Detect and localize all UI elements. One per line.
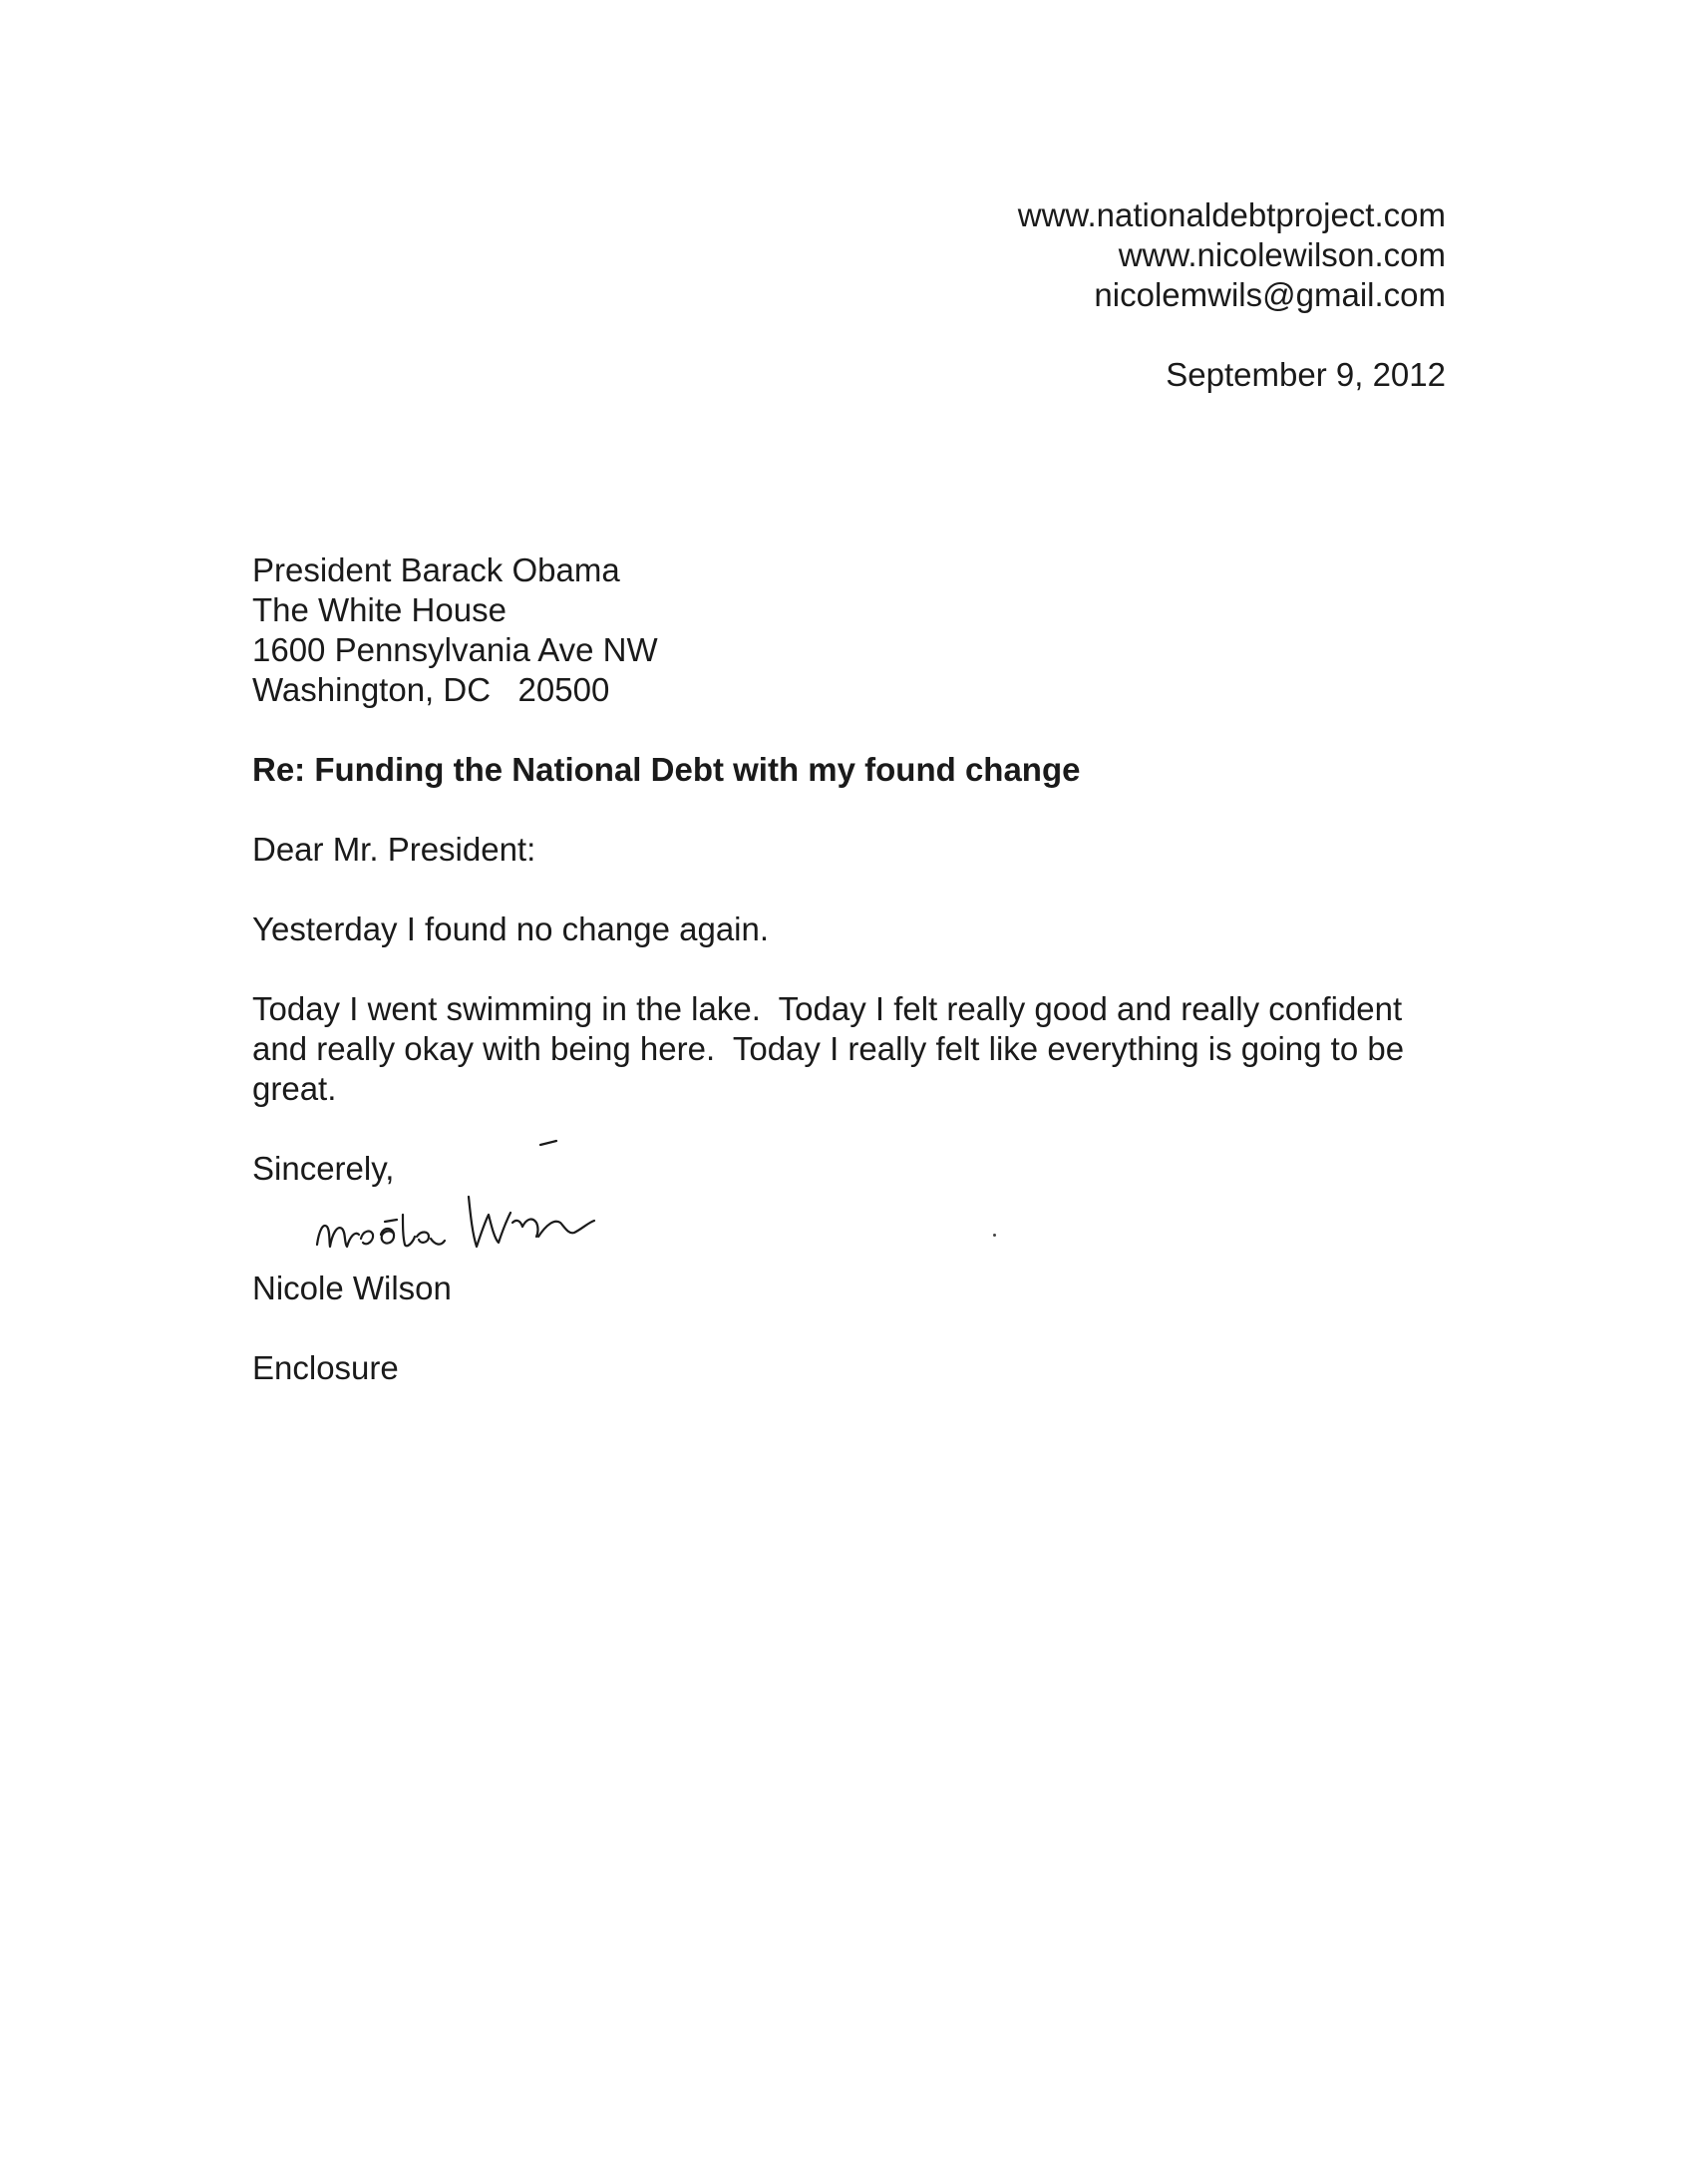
salutation: Dear Mr. President: xyxy=(252,831,536,868)
subject-line: Re: Funding the National Debt with my found change xyxy=(252,751,1081,788)
scan-speck xyxy=(993,1234,996,1237)
body-paragraph-2-line: Today I went swimming in the lake. Today I felt really good and really confident xyxy=(252,990,1403,1027)
signer-name: Nicole Wilson xyxy=(252,1270,452,1306)
sender-website-2: www.nicolewilson.com xyxy=(1118,236,1446,273)
handwritten-signature xyxy=(299,1127,728,1267)
body-paragraph-2-line: and really okay with being here. Today I really felt like everything is going to be xyxy=(252,1030,1405,1067)
body-paragraph-2 xyxy=(252,989,1469,1109)
sender-contact-block xyxy=(1018,195,1446,315)
recipient-city-state-zip: Washington, DC 20500 xyxy=(252,671,610,708)
sender-website-1: www.nationaldebtproject.com xyxy=(1017,196,1446,233)
body-paragraph-2-line: great. xyxy=(252,1070,337,1107)
body-paragraph-1: Yesterday I found no change again. xyxy=(252,910,770,947)
recipient-address xyxy=(252,550,658,710)
recipient-name: President Barack Obama xyxy=(252,551,620,588)
letter-date: September 9, 2012 xyxy=(1166,356,1446,393)
recipient-street: 1600 Pennsylvania Ave NW xyxy=(252,631,658,668)
recipient-organization: The White House xyxy=(252,591,507,628)
enclosure-notation: Enclosure xyxy=(252,1349,399,1386)
closing: Sincerely, xyxy=(252,1150,395,1187)
sender-email: nicolemwils@gmail.com xyxy=(1094,276,1446,313)
